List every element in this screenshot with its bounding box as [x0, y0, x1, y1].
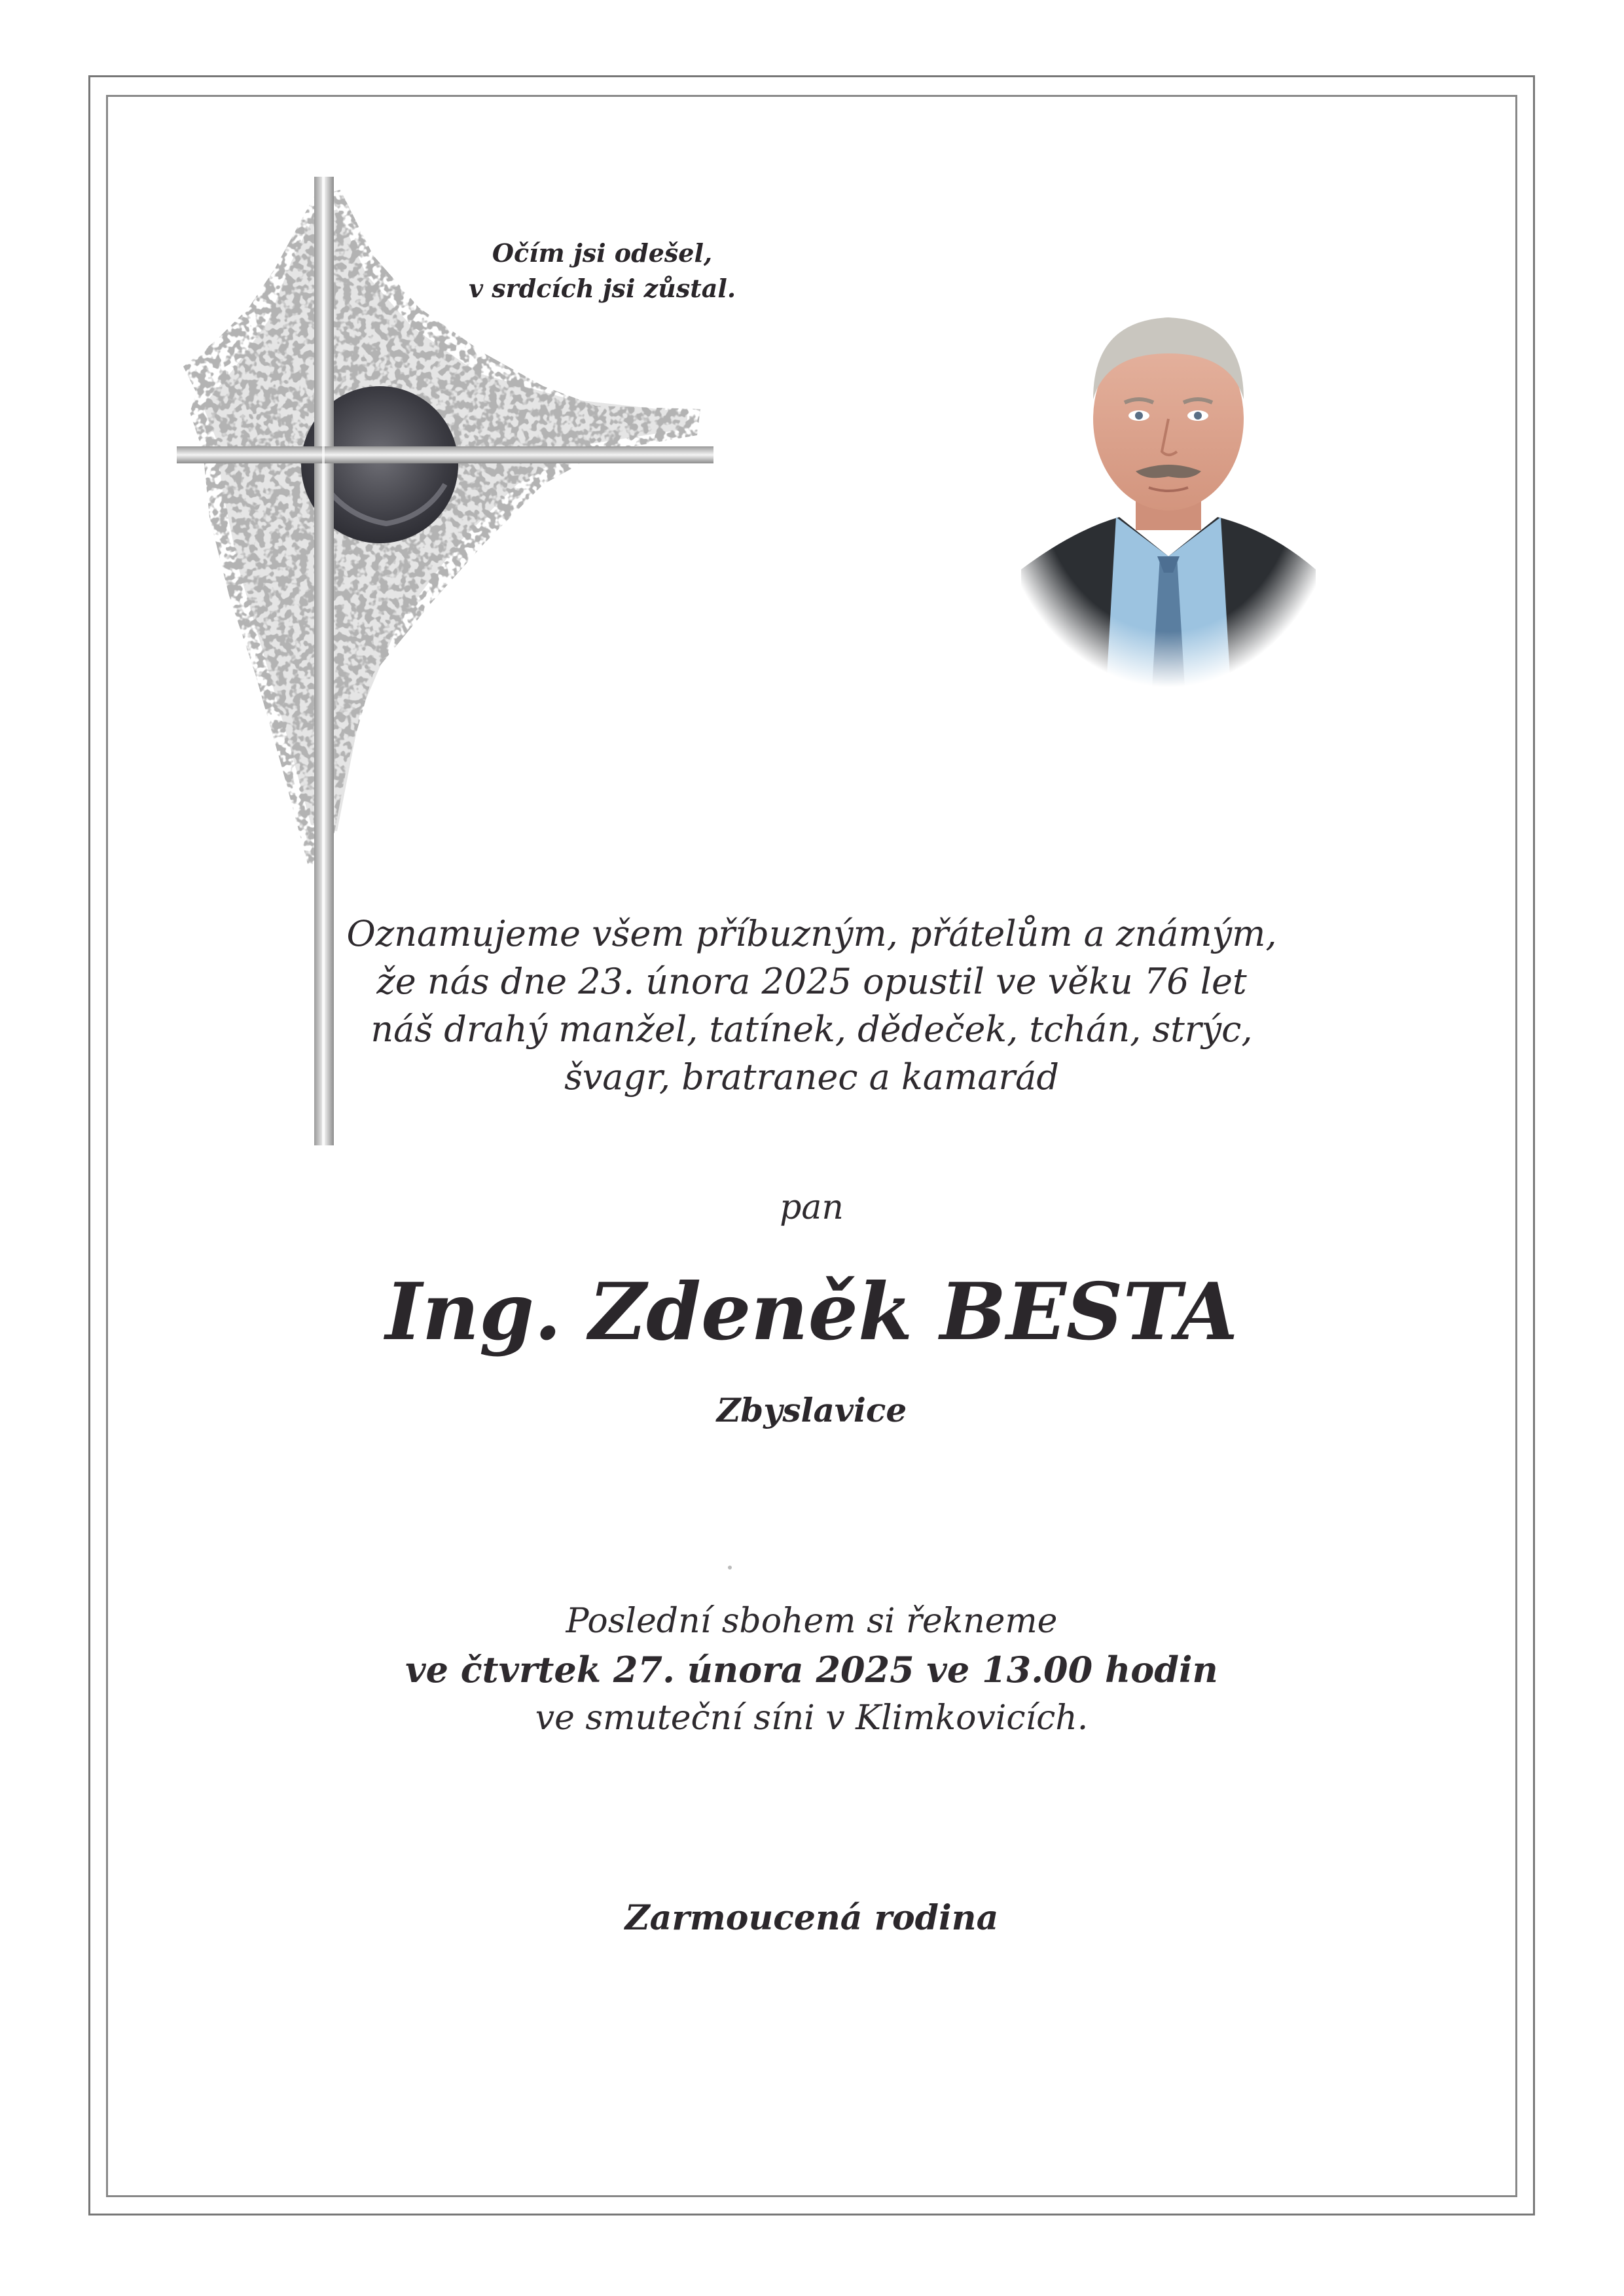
farewell: [295, 1597, 1329, 1742]
motto-line-1: Očím jsi odešel,: [492, 238, 713, 268]
farewell-date-time: ve čtvrtek 27. února 2025 ve 13.00 hodin: [405, 1649, 1218, 1691]
farewell-location: ve smuteční síni v Klimkovicích.: [535, 1698, 1089, 1738]
announcement-line-2: že nás dne 23. února 2025 opustil ve věku 76 let: [376, 961, 1247, 1002]
motto-line-2: v srdcích jsi zůstal.: [468, 274, 736, 303]
announcement-line-3: náš drahý manžel, tatínek, dědeček, tchán, strýc,: [370, 1009, 1253, 1050]
deceased-place: Zbyslavice: [716, 1391, 907, 1429]
announcement: [327, 910, 1296, 1101]
portrait-photo: [1008, 281, 1329, 687]
announcement-line-4: švagr, bratranec a kamarád: [564, 1056, 1059, 1098]
announcement-line-1: Oznamujeme všem příbuzným, přátelům a známým,: [346, 913, 1277, 954]
decorative-dot: [728, 1566, 732, 1570]
motto: [419, 236, 785, 306]
signature: Zarmoucená rodina: [624, 1898, 999, 1938]
deceased-name: Ing. Zdeněk BESTA: [385, 1266, 1238, 1358]
farewell-line-1: Poslední sbohem si řekneme: [566, 1602, 1058, 1641]
salutation: pan: [780, 1188, 844, 1227]
